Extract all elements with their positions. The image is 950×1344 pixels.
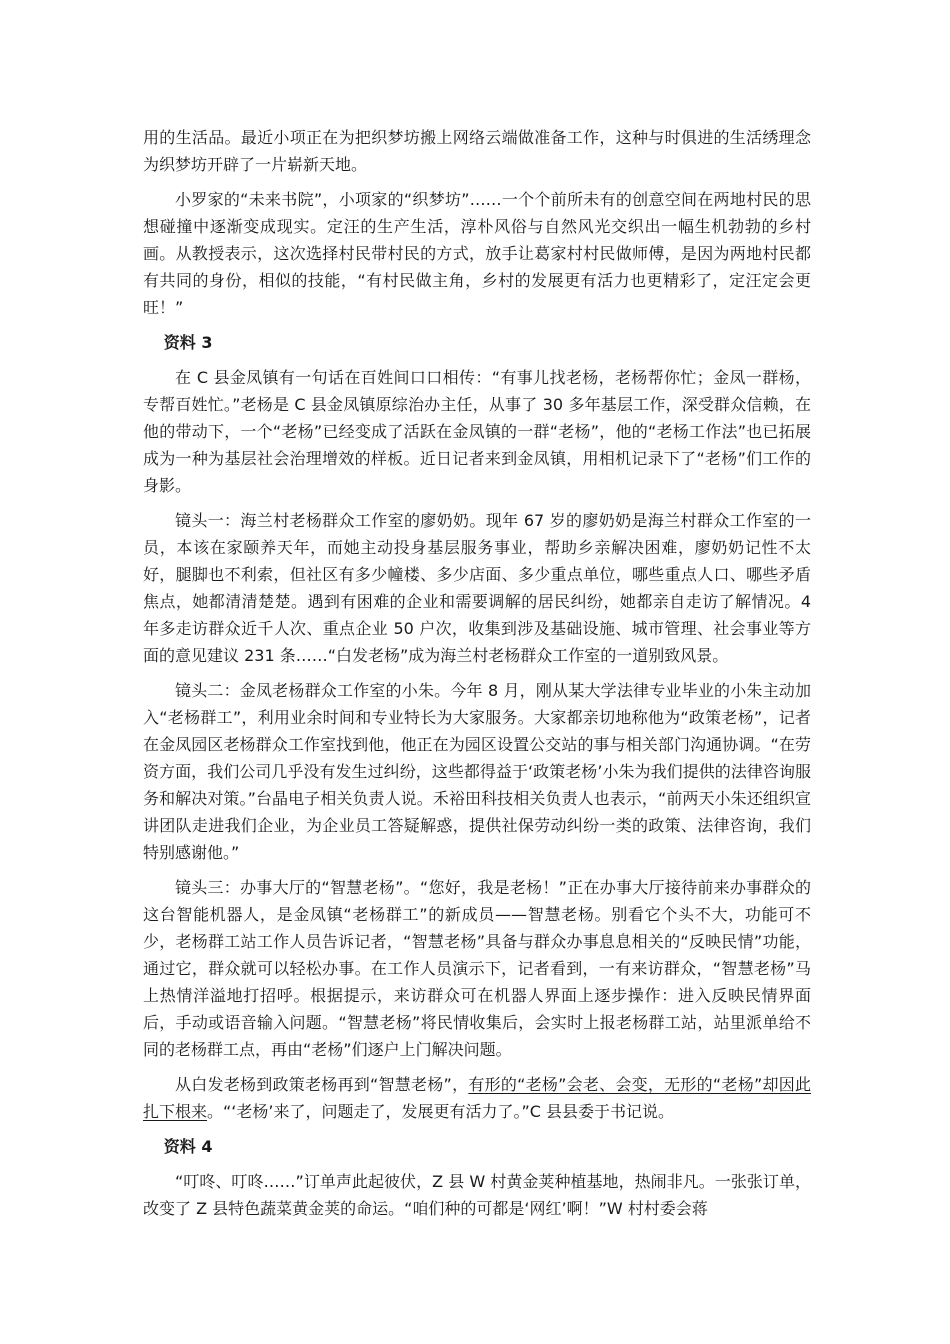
paragraph-3-shot-1: 镜头一：海兰村老杨群众工作室的廖奶奶。现年 67 岁的廖奶奶是海兰村群众工作室的一员，本该在家颐养天年，而她主动投身基层服务事业，帮助乡亲解决困难，廖奶奶记性不太好，腿脚也不利索，但社区有多少幢楼、多少店面、多少重点单位，哪些重点人口、哪些矛盾焦点，她都清清楚楚。遇到有困难的企业和需要调解的居民纠纷，她都亲自走访了解情况。4 年多走访群众近千人次、重点企业 50 户次，收集到涉及基础设施、城市管理、社会事业等方面的意见建议 231 条……“白发老杨”成为海兰村老杨群众工作室的一道别致风景。: [143, 511, 811, 665]
conclusion-tail-text: 。“‘老杨’来了，问题走了，发展更有活力了。”C 县县委于书记说。: [207, 1102, 675, 1121]
paragraph-3-shot-3: 镜头三：办事大厅的“智慧老杨”。“您好，我是老杨！”正在办事大厅接待前来办事群众的这台智能机器人，是金凤镇“老杨群工”的新成员——智慧老杨。别看它个头不大，功能可不少，老杨群工站工作人员告诉记者，“智慧老杨”具备与群众办事息息相关的“反映民情”功能，通过它，群众就可以轻松办事。在工作人员演示下，记者看到，一有来访群众，“智慧老杨”马上热情洋溢地打招呼。根据提示，来访群众可在机器人界面上逐步操作：进入反映民情界面后，手动或语音输入问题。“智慧老杨”将民情收集后，会实时上报老杨群工站，站里派单给不同的老杨群工点，再由“老杨”们逐户上门解决问题。: [143, 878, 811, 1059]
section-heading-4: 资料 4: [163, 1137, 213, 1156]
paragraph-3-intro: 在 C 县金凤镇有一句话在百姓间口口相传：“有事儿找老杨，老杨帮你忙；金凤一群杨，专帮百姓忙。”老杨是 C 县金凤镇原综治办主任，从事了 30 多年基层工作，深受群众信赖，在他的带动下，一个“老杨”已经变成了活跃在金凤镇的一群“老杨”，他的“老杨工作法”也已拓展成为一种为基层社会治理增效的样板。近日记者来到金凤镇，用相机记录下了“老杨”们工作的身影。: [143, 368, 811, 495]
paragraph-3-shot-2: 镜头二：金凤老杨群众工作室的小朱。今年 8 月，刚从某大学法律专业毕业的小朱主动加入“老杨群工”，利用业余时间和专业特长为大家服务。大家都亲切地称他为“政策老杨”，记者在金凤园区老杨群众工作室找到他，他正在为园区设置公交站的事与相关部门沟通协调。“在劳资方面，我们公司几乎没有发生过纠纷，这些都得益于‘政策老杨’小朱为我们提供的法律咨询服务和解决对策。”台晶电子相关负责人说。禾裕田科技相关负责人也表示，“前两天小朱还组织宣讲团队走进我们企业，为企业员工答疑解惑，提供社保劳动纠纷一类的政策、法律咨询，我们特别感谢他。”: [143, 681, 811, 862]
section-heading-3: 资料 3: [163, 333, 213, 352]
document-page: [143, 124, 811, 1230]
conclusion-lead-text: 从白发老杨到政策老杨再到“智慧老杨”，: [175, 1075, 469, 1094]
paragraph-future-college: 小罗家的“未来书院”，小项家的“织梦坊”……一个个前所未有的创意空间在两地村民的思想碰撞中逐渐变成现实。定汪的生产生活，淳朴风俗与自然风光交织出一幅生机勃勃的乡村画。从教授表示，这次选择村民带村民的方式，放手让葛家村村民做师傅，是因为两地村民都有共同的身份，相似的技能，“有村民做主角，乡村的发展更有活力也更精彩了，定汪定会更旺！”: [143, 190, 811, 317]
conclusion-underlined-text: 有形的“老杨”会老、会变，无形的“老杨”却因此扎下根来: [143, 1075, 811, 1121]
paragraph-3-conclusion: [143, 1071, 811, 1125]
paragraph-intro-continued: 用的生活品。最近小项正在为把织梦坊搬上网络云端做准备工作，这种与时俱进的生活绣理念为织梦坊开辟了一片崭新天地。: [143, 128, 811, 174]
paragraph-4-intro: “叮咚、叮咚……”订单声此起彼伏，Z 县 W 村黄金荚种植基地，热闹非凡。一张张订单，改变了 Z 县特色蔬菜黄金荚的命运。“咱们种的可都是‘网红’啊！”W 村村委会蒋: [143, 1172, 811, 1218]
